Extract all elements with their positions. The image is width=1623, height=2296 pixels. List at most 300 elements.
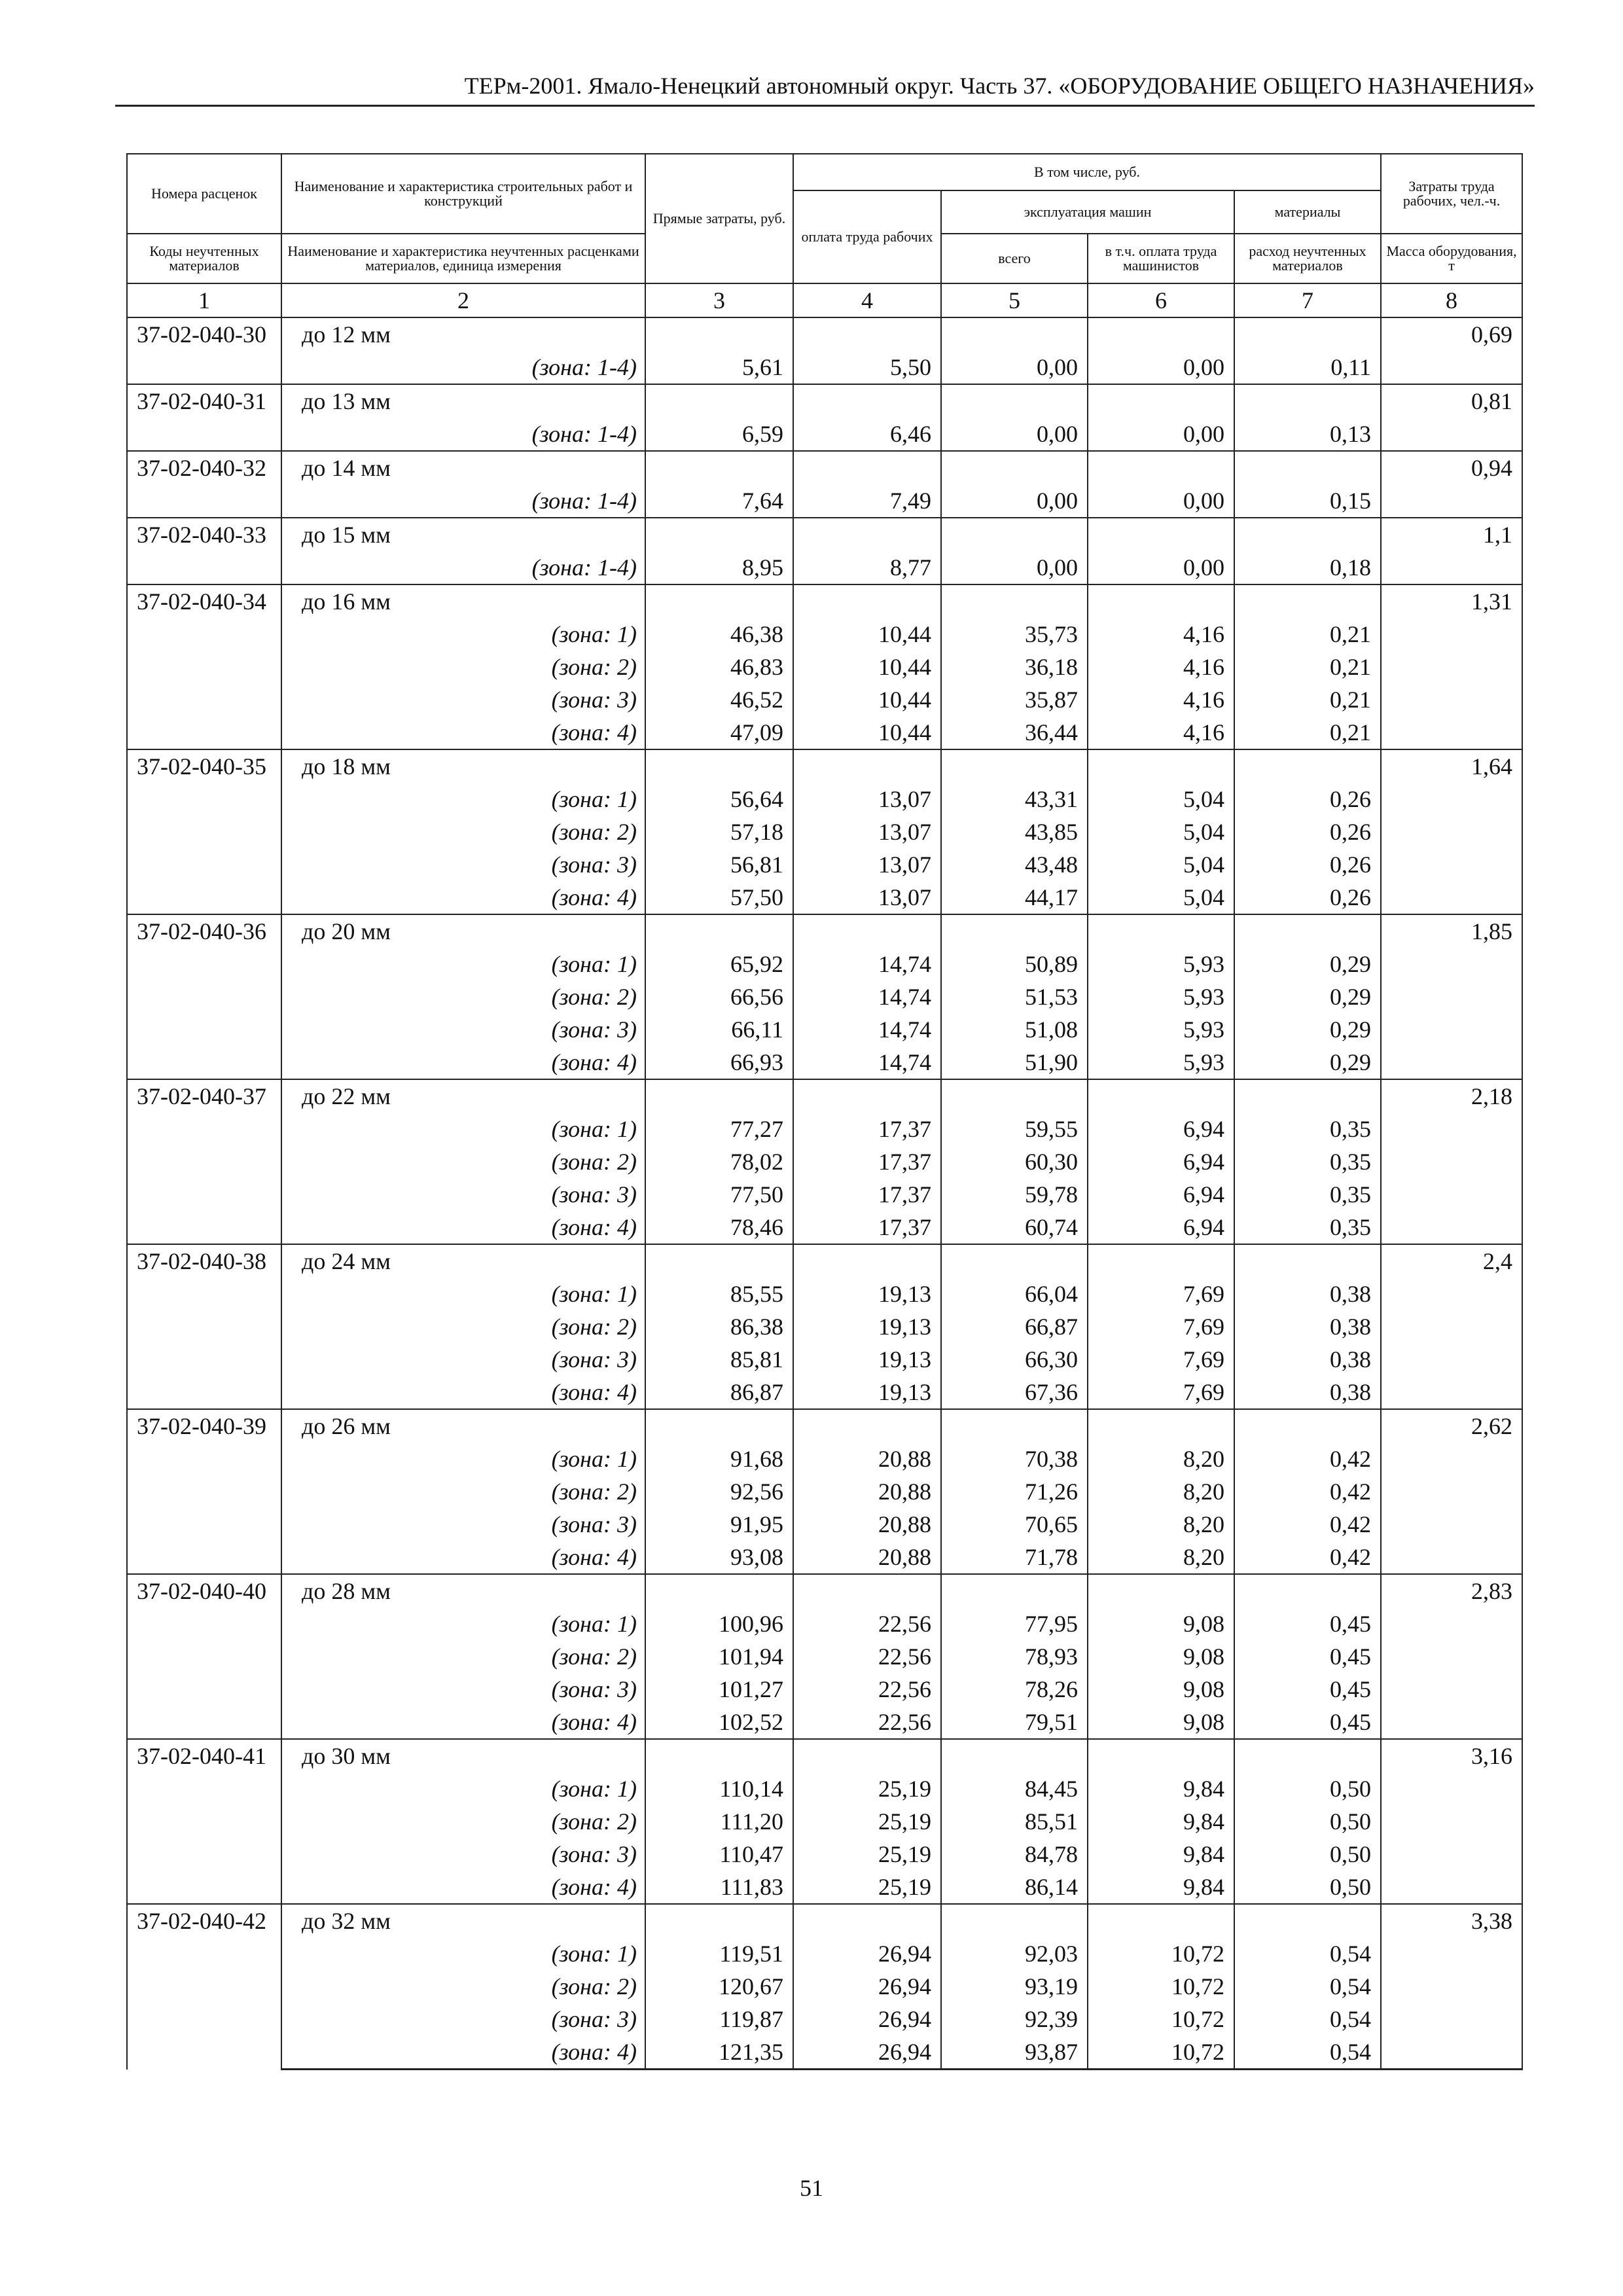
direct-cost: 85,55 xyxy=(645,1278,793,1310)
rate-code: 37-02-040-42 xyxy=(127,1904,281,2070)
worker-pay: 19,13 xyxy=(793,1376,941,1409)
work-name: до 30 мм xyxy=(281,1739,645,1772)
materials-cost: 0,35 xyxy=(1234,1113,1381,1145)
empty-cell xyxy=(1234,1244,1381,1278)
zone-label: (зона: 4) xyxy=(281,881,645,914)
empty-cell xyxy=(941,1739,1088,1772)
machine-total: 84,45 xyxy=(941,1772,1088,1805)
machine-total: 93,87 xyxy=(941,2036,1088,2070)
materials-cost: 0,45 xyxy=(1234,1640,1381,1673)
worker-pay: 13,07 xyxy=(793,783,941,816)
empty-cell xyxy=(793,1079,941,1113)
direct-cost: 111,83 xyxy=(645,1871,793,1904)
table-row xyxy=(127,1443,1522,1475)
materials-cost: 0,50 xyxy=(1234,1772,1381,1805)
empty-cell xyxy=(645,1574,793,1607)
rate-code: 37-02-040-37 xyxy=(127,1079,281,1244)
empty-cell xyxy=(1381,1475,1522,1508)
empty-cell xyxy=(1234,317,1381,351)
zone-label: (зона: 1) xyxy=(281,948,645,980)
materials-cost: 0,45 xyxy=(1234,1607,1381,1640)
empty-cell xyxy=(941,749,1088,783)
empty-cell xyxy=(1234,1079,1381,1113)
machine-total: 43,85 xyxy=(941,816,1088,848)
table-row xyxy=(127,1113,1522,1145)
table-row xyxy=(127,848,1522,881)
table-row xyxy=(127,1904,1522,1937)
operator-pay: 9,08 xyxy=(1088,1607,1234,1640)
empty-cell xyxy=(1381,551,1522,584)
table-row xyxy=(127,716,1522,749)
empty-cell xyxy=(793,1409,941,1443)
operator-pay: 0,00 xyxy=(1088,418,1234,451)
operator-pay: 6,94 xyxy=(1088,1113,1234,1145)
worker-pay: 6,46 xyxy=(793,418,941,451)
empty-cell xyxy=(645,1244,793,1278)
zone-label: (зона: 2) xyxy=(281,1640,645,1673)
zone-label: (зона: 1) xyxy=(281,1772,645,1805)
worker-pay: 13,07 xyxy=(793,848,941,881)
empty-cell xyxy=(1381,1013,1522,1046)
table-row xyxy=(127,584,1522,618)
empty-cell xyxy=(1088,1574,1234,1607)
column-number: 2 xyxy=(281,283,645,317)
operator-pay: 7,69 xyxy=(1088,1278,1234,1310)
table-row xyxy=(127,1772,1522,1805)
empty-cell xyxy=(1381,1541,1522,1574)
direct-cost: 86,38 xyxy=(645,1310,793,1343)
empty-cell xyxy=(1381,1113,1522,1145)
table-row xyxy=(127,1278,1522,1310)
labor-cost: 0,69 xyxy=(1381,317,1522,351)
operator-pay: 9,08 xyxy=(1088,1706,1234,1739)
table-row xyxy=(127,1640,1522,1673)
header-in-total: В том числе, руб. xyxy=(793,154,1381,190)
rates-table xyxy=(126,153,1523,2070)
empty-cell xyxy=(941,914,1088,948)
zone-label: (зона: 4) xyxy=(281,1871,645,1904)
worker-pay: 25,19 xyxy=(793,1838,941,1871)
operator-pay: 6,94 xyxy=(1088,1211,1234,1244)
labor-cost: 2,62 xyxy=(1381,1409,1522,1443)
table-row xyxy=(127,1970,1522,2003)
machine-total: 66,30 xyxy=(941,1343,1088,1376)
empty-cell xyxy=(1381,1145,1522,1178)
labor-cost: 3,38 xyxy=(1381,1904,1522,1937)
header-work-name: Наименование и характеристика строительных работ и конструкций xyxy=(281,154,645,234)
table-row xyxy=(127,1673,1522,1706)
machine-total: 51,08 xyxy=(941,1013,1088,1046)
materials-cost: 0,54 xyxy=(1234,2003,1381,2036)
table-row xyxy=(127,881,1522,914)
labor-cost: 2,4 xyxy=(1381,1244,1522,1278)
table-row xyxy=(127,1508,1522,1541)
empty-cell xyxy=(941,1079,1088,1113)
materials-cost: 0,35 xyxy=(1234,1145,1381,1178)
direct-cost: 91,68 xyxy=(645,1443,793,1475)
table-row xyxy=(127,317,1522,351)
empty-cell xyxy=(793,1739,941,1772)
direct-cost: 85,81 xyxy=(645,1343,793,1376)
direct-cost: 66,93 xyxy=(645,1046,793,1079)
machine-total: 71,78 xyxy=(941,1541,1088,1574)
machine-total: 51,90 xyxy=(941,1046,1088,1079)
work-name: до 18 мм xyxy=(281,749,645,783)
empty-cell xyxy=(1234,451,1381,484)
table-row xyxy=(127,749,1522,783)
table-row xyxy=(127,816,1522,848)
empty-cell xyxy=(1088,1739,1234,1772)
work-name: до 32 мм xyxy=(281,1904,645,1937)
table-row xyxy=(127,551,1522,584)
labor-cost: 2,18 xyxy=(1381,1079,1522,1113)
empty-cell xyxy=(645,749,793,783)
direct-cost: 56,81 xyxy=(645,848,793,881)
zone-label: (зона: 1) xyxy=(281,618,645,651)
worker-pay: 17,37 xyxy=(793,1211,941,1244)
zone-label: (зона: 2) xyxy=(281,651,645,683)
empty-cell xyxy=(1381,783,1522,816)
materials-cost: 0,42 xyxy=(1234,1508,1381,1541)
zone-label: (зона: 3) xyxy=(281,1673,645,1706)
empty-cell xyxy=(793,1244,941,1278)
materials-cost: 0,50 xyxy=(1234,1838,1381,1871)
empty-cell xyxy=(793,584,941,618)
zone-label: (зона: 1) xyxy=(281,1607,645,1640)
empty-cell xyxy=(941,1409,1088,1443)
header-materials: материалы xyxy=(1234,190,1381,234)
empty-cell xyxy=(941,1904,1088,1937)
worker-pay: 13,07 xyxy=(793,816,941,848)
worker-pay: 20,88 xyxy=(793,1443,941,1475)
empty-cell xyxy=(1381,1673,1522,1706)
empty-cell xyxy=(1381,1640,1522,1673)
worker-pay: 13,07 xyxy=(793,881,941,914)
materials-cost: 0,11 xyxy=(1234,351,1381,384)
worker-pay: 19,13 xyxy=(793,1343,941,1376)
table-row xyxy=(127,1871,1522,1904)
direct-cost: 100,96 xyxy=(645,1607,793,1640)
header-unaccounted-consumption: расход неучтенных материалов xyxy=(1234,234,1381,283)
empty-cell xyxy=(1234,1904,1381,1937)
worker-pay: 10,44 xyxy=(793,618,941,651)
column-number: 4 xyxy=(793,283,941,317)
empty-cell xyxy=(1088,1409,1234,1443)
machine-total: 92,03 xyxy=(941,1937,1088,1970)
empty-cell xyxy=(1381,1937,1522,1970)
zone-label: (зона: 1-4) xyxy=(281,351,645,384)
labor-cost: 3,16 xyxy=(1381,1739,1522,1772)
zone-label: (зона: 1-4) xyxy=(281,484,645,518)
table-row xyxy=(127,651,1522,683)
worker-pay: 19,13 xyxy=(793,1310,941,1343)
machine-total: 79,51 xyxy=(941,1706,1088,1739)
empty-cell xyxy=(941,317,1088,351)
empty-cell xyxy=(1088,1244,1234,1278)
table-row xyxy=(127,948,1522,980)
materials-cost: 0,50 xyxy=(1234,1871,1381,1904)
zone-label: (зона: 2) xyxy=(281,1475,645,1508)
materials-cost: 0,21 xyxy=(1234,651,1381,683)
header-rate-numbers: Номера расценок xyxy=(127,154,281,234)
empty-cell xyxy=(1381,1443,1522,1475)
machine-total: 66,87 xyxy=(941,1310,1088,1343)
worker-pay: 17,37 xyxy=(793,1113,941,1145)
zone-label: (зона: 3) xyxy=(281,683,645,716)
work-name: до 24 мм xyxy=(281,1244,645,1278)
operator-pay: 8,20 xyxy=(1088,1443,1234,1475)
table-row xyxy=(127,1013,1522,1046)
materials-cost: 0,15 xyxy=(1234,484,1381,518)
zone-label: (зона: 4) xyxy=(281,1706,645,1739)
table-row xyxy=(127,1046,1522,1079)
empty-cell xyxy=(941,1244,1088,1278)
machine-total: 51,53 xyxy=(941,980,1088,1013)
machine-total: 60,30 xyxy=(941,1145,1088,1178)
machine-total: 77,95 xyxy=(941,1607,1088,1640)
machine-total: 0,00 xyxy=(941,351,1088,384)
zone-label: (зона: 1) xyxy=(281,1937,645,1970)
table-row xyxy=(127,683,1522,716)
zone-label: (зона: 3) xyxy=(281,2003,645,2036)
direct-cost: 111,20 xyxy=(645,1805,793,1838)
direct-cost: 78,02 xyxy=(645,1145,793,1178)
empty-cell xyxy=(1381,881,1522,914)
machine-total: 84,78 xyxy=(941,1838,1088,1871)
direct-cost: 46,52 xyxy=(645,683,793,716)
column-number: 8 xyxy=(1381,283,1522,317)
empty-cell xyxy=(1088,584,1234,618)
direct-cost: 121,35 xyxy=(645,2036,793,2070)
worker-pay: 25,19 xyxy=(793,1772,941,1805)
table-row xyxy=(127,1805,1522,1838)
worker-pay: 17,37 xyxy=(793,1178,941,1211)
empty-cell xyxy=(1381,618,1522,651)
materials-cost: 0,38 xyxy=(1234,1343,1381,1376)
materials-cost: 0,54 xyxy=(1234,2036,1381,2070)
operator-pay: 0,00 xyxy=(1088,351,1234,384)
empty-cell xyxy=(645,317,793,351)
table-row xyxy=(127,1211,1522,1244)
operator-pay: 10,72 xyxy=(1088,2036,1234,2070)
rate-code: 37-02-040-40 xyxy=(127,1574,281,1739)
empty-cell xyxy=(1088,451,1234,484)
direct-cost: 91,95 xyxy=(645,1508,793,1541)
empty-cell xyxy=(1088,518,1234,551)
machine-total: 0,00 xyxy=(941,551,1088,584)
column-numbers-row xyxy=(127,283,1522,317)
table-row xyxy=(127,2036,1522,2070)
table-row xyxy=(127,1475,1522,1508)
table-row xyxy=(127,1937,1522,1970)
operator-pay: 5,93 xyxy=(1088,1013,1234,1046)
operator-pay: 0,00 xyxy=(1088,551,1234,584)
direct-cost: 8,95 xyxy=(645,551,793,584)
materials-cost: 0,21 xyxy=(1234,716,1381,749)
machine-total: 35,73 xyxy=(941,618,1088,651)
worker-pay: 20,88 xyxy=(793,1475,941,1508)
empty-cell xyxy=(793,1574,941,1607)
worker-pay: 14,74 xyxy=(793,1013,941,1046)
materials-cost: 0,29 xyxy=(1234,948,1381,980)
empty-cell xyxy=(1234,518,1381,551)
empty-cell xyxy=(645,1079,793,1113)
zone-label: (зона: 3) xyxy=(281,1013,645,1046)
operator-pay: 8,20 xyxy=(1088,1508,1234,1541)
empty-cell xyxy=(1381,351,1522,384)
direct-cost: 86,87 xyxy=(645,1376,793,1409)
empty-cell xyxy=(1381,484,1522,518)
rate-code: 37-02-040-36 xyxy=(127,914,281,1079)
empty-cell xyxy=(941,584,1088,618)
empty-cell xyxy=(941,1574,1088,1607)
worker-pay: 14,74 xyxy=(793,948,941,980)
worker-pay: 20,88 xyxy=(793,1508,941,1541)
materials-cost: 0,26 xyxy=(1234,783,1381,816)
table-row xyxy=(127,351,1522,384)
empty-cell xyxy=(1381,1772,1522,1805)
empty-cell xyxy=(1381,418,1522,451)
empty-cell xyxy=(1381,1046,1522,1079)
page-header: ТЕРм-2001. Ямало-Ненецкий автономный округ. Часть 37. «ОБОРУДОВАНИЕ ОБЩЕГО НАЗНАЧЕНИЯ» xyxy=(115,71,1535,107)
empty-cell xyxy=(793,1904,941,1937)
table-row xyxy=(127,1739,1522,1772)
materials-cost: 0,45 xyxy=(1234,1706,1381,1739)
empty-cell xyxy=(645,914,793,948)
labor-cost: 0,94 xyxy=(1381,451,1522,484)
materials-cost: 0,50 xyxy=(1234,1805,1381,1838)
table-row xyxy=(127,1343,1522,1376)
page-number: 51 xyxy=(800,2175,823,2201)
empty-cell xyxy=(1088,1904,1234,1937)
zone-label: (зона: 3) xyxy=(281,1838,645,1871)
rate-code: 37-02-040-33 xyxy=(127,518,281,584)
table-row xyxy=(127,518,1522,551)
operator-pay: 6,94 xyxy=(1088,1145,1234,1178)
machine-total: 78,26 xyxy=(941,1673,1088,1706)
work-name: до 26 мм xyxy=(281,1409,645,1443)
table-row xyxy=(127,1541,1522,1574)
zone-label: (зона: 3) xyxy=(281,1178,645,1211)
direct-cost: 65,92 xyxy=(645,948,793,980)
worker-pay: 10,44 xyxy=(793,683,941,716)
worker-pay: 10,44 xyxy=(793,651,941,683)
worker-pay: 10,44 xyxy=(793,716,941,749)
materials-cost: 0,45 xyxy=(1234,1673,1381,1706)
materials-cost: 0,13 xyxy=(1234,418,1381,451)
empty-cell xyxy=(1381,1278,1522,1310)
direct-cost: 110,14 xyxy=(645,1772,793,1805)
machine-total: 60,74 xyxy=(941,1211,1088,1244)
zone-label: (зона: 1) xyxy=(281,1278,645,1310)
worker-pay: 5,50 xyxy=(793,351,941,384)
machine-total: 0,00 xyxy=(941,484,1088,518)
worker-pay: 7,49 xyxy=(793,484,941,518)
labor-cost: 1,85 xyxy=(1381,914,1522,948)
empty-cell xyxy=(1381,816,1522,848)
direct-cost: 78,46 xyxy=(645,1211,793,1244)
rate-code: 37-02-040-32 xyxy=(127,451,281,518)
zone-label: (зона: 2) xyxy=(281,816,645,848)
operator-pay: 9,84 xyxy=(1088,1805,1234,1838)
direct-cost: 47,09 xyxy=(645,716,793,749)
header-equipment-mass: Масса оборудования, т xyxy=(1381,234,1522,283)
direct-cost: 120,67 xyxy=(645,1970,793,2003)
operator-pay: 9,08 xyxy=(1088,1640,1234,1673)
empty-cell xyxy=(1234,384,1381,418)
table-row xyxy=(127,914,1522,948)
header-labor-costs: Затраты труда рабочих, чел.-ч. xyxy=(1381,154,1522,234)
worker-pay: 26,94 xyxy=(793,2036,941,2070)
operator-pay: 7,69 xyxy=(1088,1343,1234,1376)
machine-total: 36,44 xyxy=(941,716,1088,749)
table-row xyxy=(127,1607,1522,1640)
empty-cell xyxy=(1381,848,1522,881)
empty-cell xyxy=(1381,2036,1522,2070)
work-name: до 16 мм xyxy=(281,584,645,618)
table-row xyxy=(127,384,1522,418)
machine-total: 59,55 xyxy=(941,1113,1088,1145)
operator-pay: 5,04 xyxy=(1088,881,1234,914)
direct-cost: 46,83 xyxy=(645,651,793,683)
direct-cost: 110,47 xyxy=(645,1838,793,1871)
materials-cost: 0,29 xyxy=(1234,1046,1381,1079)
empty-cell xyxy=(645,1409,793,1443)
work-name: до 22 мм xyxy=(281,1079,645,1113)
rate-code: 37-02-040-38 xyxy=(127,1244,281,1409)
header-worker-pay: оплата труда рабочих xyxy=(793,190,941,283)
work-name: до 15 мм xyxy=(281,518,645,551)
empty-cell xyxy=(645,1904,793,1937)
direct-cost: 101,27 xyxy=(645,1673,793,1706)
operator-pay: 5,04 xyxy=(1088,816,1234,848)
materials-cost: 0,38 xyxy=(1234,1278,1381,1310)
empty-cell xyxy=(645,518,793,551)
direct-cost: 119,51 xyxy=(645,1937,793,1970)
operator-pay: 4,16 xyxy=(1088,651,1234,683)
machine-total: 93,19 xyxy=(941,1970,1088,2003)
empty-cell xyxy=(1381,1838,1522,1871)
direct-cost: 57,50 xyxy=(645,881,793,914)
machine-total: 35,87 xyxy=(941,683,1088,716)
direct-cost: 92,56 xyxy=(645,1475,793,1508)
direct-cost: 93,08 xyxy=(645,1541,793,1574)
rates-body xyxy=(127,317,1522,2070)
table-row xyxy=(127,1706,1522,1739)
worker-pay: 14,74 xyxy=(793,980,941,1013)
empty-cell xyxy=(1381,1310,1522,1343)
rate-code: 37-02-040-41 xyxy=(127,1739,281,1904)
header-total: всего xyxy=(941,234,1088,283)
header-machine-operation: эксплуатация машин xyxy=(941,190,1234,234)
worker-pay: 22,56 xyxy=(793,1607,941,1640)
zone-label: (зона: 1) xyxy=(281,783,645,816)
worker-pay: 26,94 xyxy=(793,2003,941,2036)
materials-cost: 0,21 xyxy=(1234,683,1381,716)
operator-pay: 9,84 xyxy=(1088,1871,1234,1904)
materials-cost: 0,54 xyxy=(1234,1970,1381,2003)
machine-total: 70,65 xyxy=(941,1508,1088,1541)
worker-pay: 22,56 xyxy=(793,1673,941,1706)
header-unaccounted-codes: Коды неучтенных материалов xyxy=(127,234,281,283)
header-unaccounted-name: Наименование и характеристика неучтенных расценками материалов, единица измерения xyxy=(281,234,645,283)
machine-total: 36,18 xyxy=(941,651,1088,683)
zone-label: (зона: 2) xyxy=(281,1805,645,1838)
materials-cost: 0,38 xyxy=(1234,1310,1381,1343)
empty-cell xyxy=(1381,2003,1522,2036)
operator-pay: 9,84 xyxy=(1088,1772,1234,1805)
empty-cell xyxy=(1234,749,1381,783)
